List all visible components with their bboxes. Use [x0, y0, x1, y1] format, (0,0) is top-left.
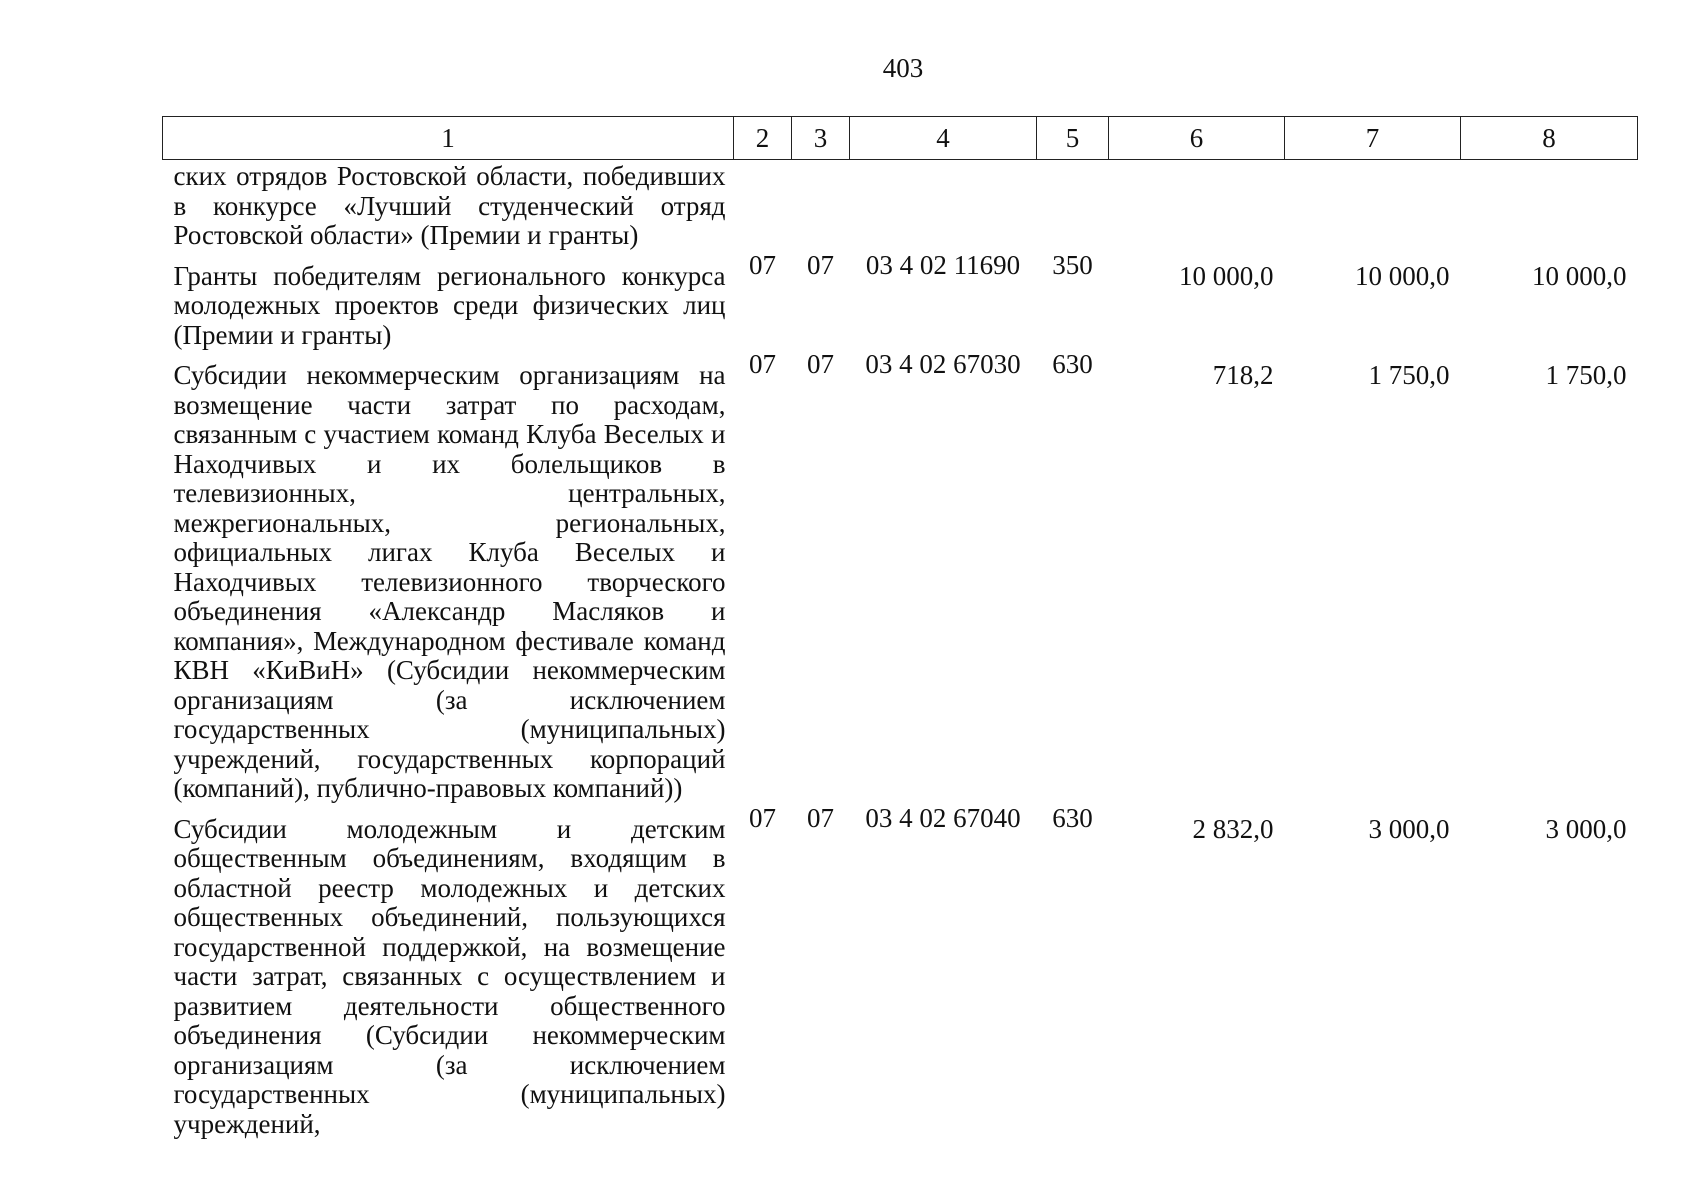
row-subsection: 07 [807, 349, 834, 379]
table-row [163, 350, 1638, 804]
header-col-1: 1 [163, 117, 734, 160]
table-body [163, 160, 1638, 1140]
header-col-4: 4 [850, 117, 1037, 160]
row-expense-type [1037, 160, 1109, 251]
header-col-2: 2 [734, 117, 792, 160]
header-col-3: 3 [792, 117, 850, 160]
row-section: 07 [749, 802, 776, 833]
table-row [163, 251, 1638, 351]
table-row [163, 804, 1638, 1140]
row-subsection: 07 [807, 802, 834, 833]
row-expense-type: 350 [1052, 249, 1093, 280]
row-amount-col7: 10 000,0 [1355, 260, 1450, 291]
header-col-7: 7 [1285, 117, 1461, 160]
header-row [163, 117, 1638, 160]
page-number: 403 [882, 53, 924, 83]
table-header [163, 117, 1638, 160]
row-description: ских отрядов Ростовской области, победивших в конкурсе «Лучший студенческий отряд Ростовской области» (Премии и гранты) [173, 161, 726, 250]
row-amount-col8: 1 750,0 [1545, 360, 1627, 390]
row-amount-col8: 10 000,0 [1532, 260, 1627, 291]
row-section: 07 [749, 249, 776, 280]
row-section [734, 160, 792, 251]
row-description: Субсидии молодежным и детским общественным объединениям, входящим в областной реестр молодежных и детских общественных объединений, пользующихся государственной поддержкой, на возмещение части затрат, связанных с осуществлением и развитием деятельности общественного объединения (Субсидии некоммерческим организациям (за исключением государственных (муниципальных) учреждений, [173, 813, 726, 1139]
row-amount-col6: 718,2 [1212, 360, 1274, 390]
header-col-6: 6 [1109, 117, 1285, 160]
row-amount-col8 [1461, 160, 1638, 251]
row-amount-col6: 10 000,0 [1179, 260, 1274, 291]
row-description: Субсидии некоммерческим организациям на возмещение части затрат по расходам, связанным с участием команд Клуба Веселых и Находчивых и их болельщиков в телевизионных, центральных, межрегиональных, региональных, официальных лигах Клуба Веселых и Находчивых телевизионного творческого объединения «Александр Масляков и компания», Международном фестивале команд КВН «КиВиН» (Субсидии некоммерческим организациям (за исключением государственных (муниципальных) учреждений, государственных корпораций (компаний), публично-правовых компаний)) [173, 360, 726, 803]
row-target-code: 03 4 02 11690 [865, 249, 1021, 280]
header-col-8: 8 [1461, 117, 1638, 160]
row-amount-col8: 3 000,0 [1545, 813, 1627, 844]
row-amount-col7: 3 000,0 [1368, 813, 1450, 844]
row-amount-col7 [1285, 160, 1461, 251]
row-amount-col6 [1109, 160, 1285, 251]
table-row [163, 160, 1638, 251]
row-subsection [792, 160, 850, 251]
header-col-5: 5 [1037, 117, 1109, 160]
row-section: 07 [749, 349, 776, 379]
row-target-code: 03 4 02 67040 [865, 802, 1021, 833]
row-amount-col6: 2 832,0 [1192, 813, 1274, 844]
row-subsection: 07 [807, 249, 834, 280]
budget-table [162, 116, 1638, 1139]
row-expense-type: 630 [1052, 349, 1093, 379]
row-target-code [850, 160, 1037, 251]
row-target-code: 03 4 02 67030 [865, 349, 1021, 379]
row-expense-type: 630 [1052, 802, 1093, 833]
row-amount-col7: 1 750,0 [1368, 360, 1450, 390]
row-description: Гранты победителям регионального конкурса молодежных проектов среди физических лиц (Премии и гранты) [173, 260, 726, 350]
